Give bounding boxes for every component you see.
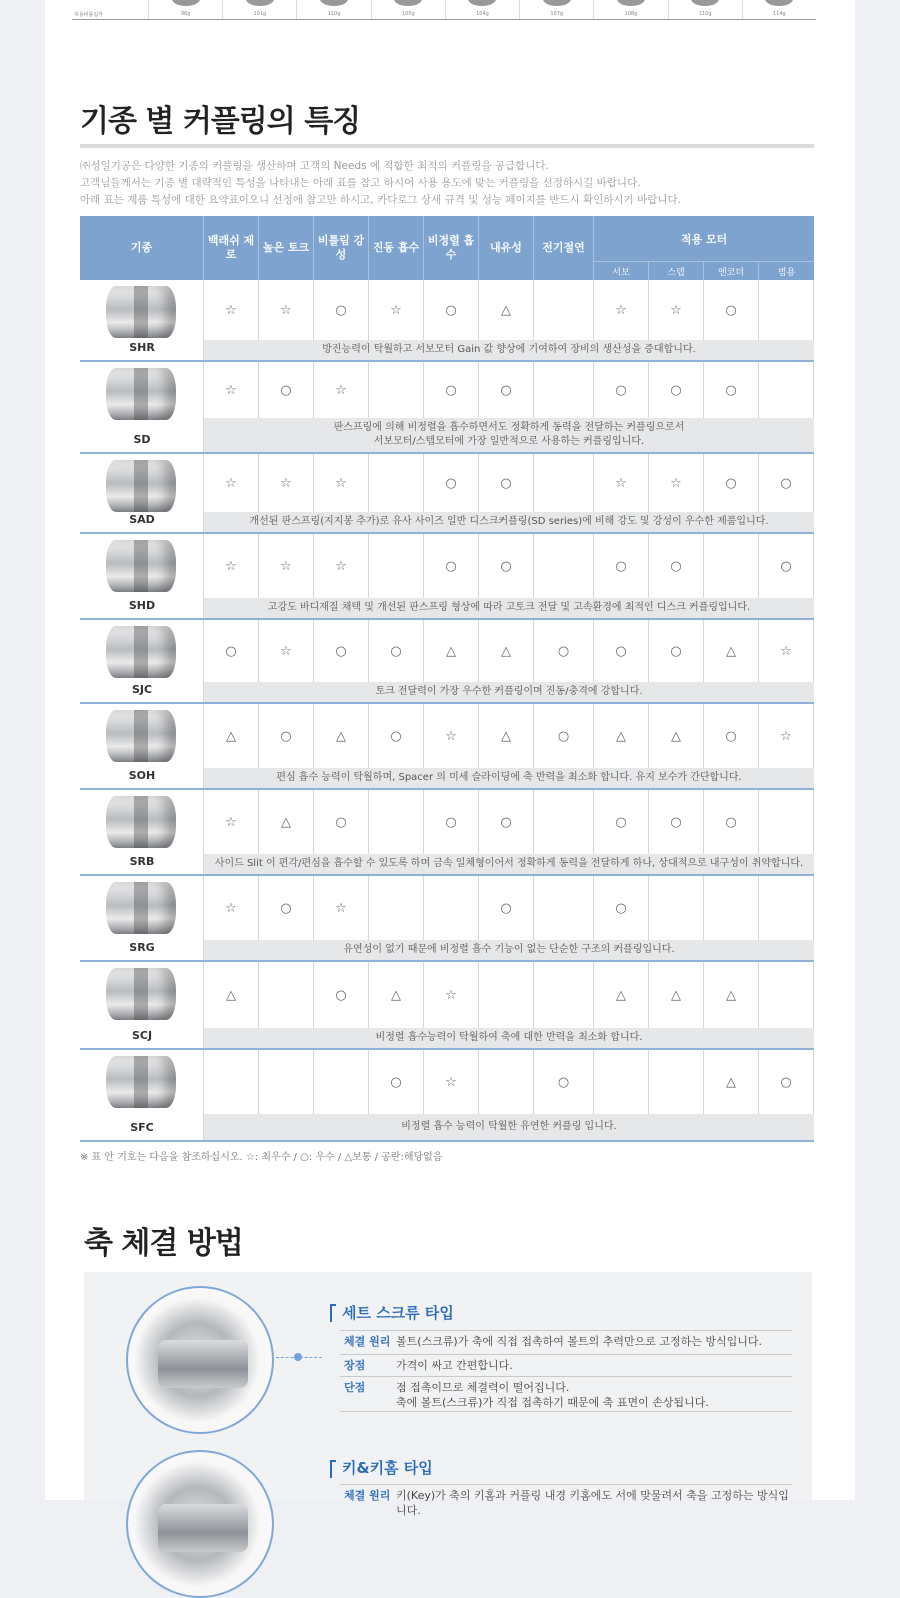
rating-cell: ☆ bbox=[759, 620, 814, 683]
section-title-features: 기종 별 커플링의 특징 bbox=[80, 104, 361, 139]
product-cell bbox=[80, 620, 204, 702]
row-label: 체결 원리 bbox=[344, 1489, 391, 1502]
rating-cell bbox=[534, 362, 594, 419]
product-name: SOH bbox=[128, 769, 156, 782]
header-insulation: 전기절연 bbox=[534, 216, 594, 280]
rating-cell: ☆ bbox=[424, 962, 479, 1029]
rating-cell: ○ bbox=[424, 790, 479, 855]
rating-cell: ☆ bbox=[759, 704, 814, 769]
rating-cell: ☆ bbox=[369, 280, 424, 341]
product-name: SRB bbox=[129, 855, 155, 868]
strip-value: 105g bbox=[371, 0, 445, 19]
rating-cell bbox=[369, 362, 424, 419]
rating-cell: ☆ bbox=[649, 280, 704, 341]
rating-cells bbox=[204, 362, 814, 420]
product-name: SCJ bbox=[131, 1029, 153, 1042]
title-bracket bbox=[330, 1460, 336, 1478]
product-description bbox=[204, 1114, 814, 1140]
product-description bbox=[204, 940, 814, 960]
table-row bbox=[80, 620, 814, 704]
rating-cell: △ bbox=[594, 704, 649, 769]
rating-cell: ○ bbox=[594, 534, 649, 599]
product-name: SD bbox=[133, 433, 151, 446]
rating-cell: △ bbox=[204, 704, 259, 769]
coupling-image bbox=[106, 286, 176, 338]
row-value: 볼트(스크류)가 축에 직접 접촉하여 볼트의 추력만으로 고정하는 방식입니다. bbox=[396, 1335, 762, 1348]
description-line: 개선된 판스프링(지지봉 추가)로 유사 사이즈 일반 디스크커플링(SD series)에 비해 강도 및 강성이 우수한 제품입니다. bbox=[249, 516, 769, 527]
strip-value: 96g bbox=[148, 0, 222, 19]
rating-cell bbox=[534, 454, 594, 513]
rating-cell: ○ bbox=[704, 280, 759, 341]
product-name: SRG bbox=[129, 941, 155, 954]
header-backlash: 백래쉬 제로 bbox=[204, 216, 259, 280]
rating-cell: ☆ bbox=[204, 790, 259, 855]
rating-cell: ☆ bbox=[204, 534, 259, 599]
header-general: 범용 bbox=[777, 267, 796, 278]
product-description bbox=[204, 854, 814, 874]
description-line: 서보모터/스텝모터에 가장 일반적으로 사용하는 커플링입니다. bbox=[373, 436, 645, 447]
rating-cell bbox=[369, 454, 424, 513]
rating-cells bbox=[204, 790, 814, 856]
rating-cell: ☆ bbox=[259, 454, 314, 513]
method-title-key: 키&키홈 타입 bbox=[342, 1459, 433, 1477]
rating-cell: ☆ bbox=[204, 362, 259, 419]
rating-cell: △ bbox=[479, 620, 534, 683]
table-row bbox=[80, 704, 814, 790]
title-divider bbox=[80, 144, 814, 148]
rating-cell: ○ bbox=[534, 704, 594, 769]
rating-cell: ○ bbox=[759, 1050, 814, 1115]
rating-cell: ○ bbox=[479, 876, 534, 941]
product-description bbox=[204, 682, 814, 702]
rating-cell: ○ bbox=[314, 790, 369, 855]
description-line: 비정렬 흡수능력이 탁월하여 축에 대한 반력을 최소화 합니다. bbox=[375, 1032, 643, 1043]
strip-value: 104g bbox=[445, 0, 519, 19]
rating-cell: △ bbox=[704, 1050, 759, 1115]
header-motor-group: 적용 모터 bbox=[594, 216, 814, 262]
product-cell bbox=[80, 962, 204, 1048]
table-row bbox=[80, 790, 814, 876]
rating-cell: △ bbox=[479, 704, 534, 769]
method-title-set-screw: 세트 스크류 타입 bbox=[342, 1304, 454, 1322]
method-row bbox=[340, 1376, 792, 1412]
product-name: SHD bbox=[128, 599, 156, 612]
rating-cell: ○ bbox=[424, 454, 479, 513]
strip-value: 108g bbox=[593, 0, 667, 19]
rating-cells bbox=[204, 534, 814, 600]
rating-cell: ○ bbox=[259, 876, 314, 941]
row-value: 키(Key)가 축의 키홈과 커플링 내경 키홈에도 서에 맞물려서 축을 고정하는 방식입니다. bbox=[396, 1489, 789, 1517]
table-row bbox=[80, 454, 814, 534]
product-name: SAD bbox=[129, 513, 155, 526]
header-misalignment: 비정렬 흡수 bbox=[424, 216, 479, 280]
cons-line: 점 접촉이므로 체결력이 떨어집니다. bbox=[396, 1381, 570, 1394]
rating-cell: ○ bbox=[479, 790, 534, 855]
rating-cell bbox=[649, 876, 704, 941]
rating-cell: ○ bbox=[369, 704, 424, 769]
rating-cell: ○ bbox=[534, 620, 594, 683]
rating-cell: ○ bbox=[479, 454, 534, 513]
coupling-image bbox=[106, 710, 176, 762]
row-label: 장점 bbox=[344, 1359, 366, 1372]
rating-cell bbox=[704, 876, 759, 941]
row-label: 체결 원리 bbox=[344, 1335, 391, 1348]
rating-cell: ☆ bbox=[314, 876, 369, 941]
description-line: 토크 전달력이 가장 우수한 커플링이며 진동/충격에 강합니다. bbox=[375, 686, 643, 697]
header-oil: 내유성 bbox=[479, 216, 534, 280]
rating-cell: ○ bbox=[204, 620, 259, 683]
strip-value: 101g bbox=[222, 0, 296, 19]
rating-cell: ☆ bbox=[314, 534, 369, 599]
product-cell bbox=[80, 1050, 204, 1140]
rating-cell: ○ bbox=[534, 1050, 594, 1115]
rating-cell: △ bbox=[204, 962, 259, 1029]
cons-line: 축에 볼트(스크류)가 직접 접촉하기 때문에 축 표면이 손상됩니다. bbox=[396, 1396, 709, 1409]
rating-cell: ○ bbox=[704, 790, 759, 855]
rating-cell: ○ bbox=[424, 362, 479, 419]
rating-cell bbox=[759, 876, 814, 941]
rating-cell bbox=[649, 1050, 704, 1115]
rating-cell: ○ bbox=[369, 620, 424, 683]
product-name: SFC bbox=[130, 1121, 154, 1134]
rating-cell: △ bbox=[649, 704, 704, 769]
rating-cell bbox=[534, 280, 594, 341]
rating-cell bbox=[204, 1050, 259, 1115]
strip-value: 114g bbox=[742, 0, 816, 19]
intro-text bbox=[80, 158, 814, 209]
coupling-image bbox=[106, 1056, 176, 1108]
product-name: SHR bbox=[129, 341, 155, 354]
rating-cells bbox=[204, 962, 814, 1030]
rating-cell bbox=[759, 280, 814, 341]
rating-cell bbox=[259, 962, 314, 1029]
rating-cell: ☆ bbox=[204, 454, 259, 513]
rating-cells bbox=[204, 704, 814, 770]
description-line: 고강도 바디재질 채택 및 개선된 판스프링 형상에 따라 고토크 전달 및 고속환경에 최적인 디스크 커플링입니다. bbox=[267, 602, 751, 613]
description-line: 유연성이 없기 때문에 비정렬 흡수 기능이 없는 단순한 구조의 커플링입니다. bbox=[343, 944, 675, 955]
rating-cell: ☆ bbox=[594, 454, 649, 513]
rating-cell: ○ bbox=[594, 620, 649, 683]
rating-cell: ○ bbox=[649, 620, 704, 683]
header-encoder: 엔코더 bbox=[704, 262, 759, 280]
rating-cell: ○ bbox=[704, 454, 759, 513]
rating-cell bbox=[759, 362, 814, 419]
rating-cell: ○ bbox=[424, 280, 479, 341]
product-cell bbox=[80, 704, 204, 788]
title-bracket bbox=[330, 1304, 336, 1322]
rating-cell: ☆ bbox=[424, 1050, 479, 1115]
coupling-image bbox=[106, 882, 176, 934]
rating-cell bbox=[704, 534, 759, 599]
rating-cell: ○ bbox=[314, 620, 369, 683]
rating-cell: △ bbox=[314, 704, 369, 769]
legend-note: ※ 표 안 기호는 다음을 참조하십시오. ☆: 최우수 / ○: 우수 / △보통 / 공란:해당없음 bbox=[80, 1152, 443, 1163]
product-description bbox=[204, 512, 814, 532]
section-title-shaft: 축 체결 방법 bbox=[84, 1226, 243, 1261]
rating-cell: △ bbox=[369, 962, 424, 1029]
rating-cells bbox=[204, 876, 814, 942]
coupling-image bbox=[106, 540, 176, 592]
rating-cell: ○ bbox=[704, 362, 759, 419]
rating-cell: ☆ bbox=[314, 362, 369, 419]
header-step: 스텝 bbox=[649, 262, 704, 280]
intro-line: 고객님들께서는 기종 별 대략적인 특성을 나타내는 아래 표를 참고 하시어 사용 용도에 맞는 커플링을 선정하시길 바랍니다. bbox=[80, 177, 641, 189]
rating-cell: ☆ bbox=[204, 876, 259, 941]
set-screw-image bbox=[126, 1286, 274, 1434]
product-description bbox=[204, 768, 814, 788]
rating-cells bbox=[204, 280, 814, 342]
rating-cell: ○ bbox=[479, 534, 534, 599]
description-line: 판스프링에 의해 비정렬을 흡수하면서도 정확하게 동력을 전달하는 커플링으로서 bbox=[333, 422, 685, 433]
header-model: 기종 bbox=[80, 216, 204, 280]
rating-cell bbox=[534, 534, 594, 599]
method-row bbox=[340, 1484, 792, 1517]
rating-cell bbox=[534, 962, 594, 1029]
rating-cell: ☆ bbox=[314, 454, 369, 513]
rating-cell bbox=[259, 1050, 314, 1115]
rating-cell: ○ bbox=[649, 362, 704, 419]
description-line: 비정렬 흡수 능력이 탁월한 유연한 커플링 입니다. bbox=[401, 1121, 617, 1132]
rating-cell: ☆ bbox=[259, 280, 314, 341]
product-name: SJC bbox=[131, 683, 153, 696]
row-value: 가격이 싸고 간편합니다. bbox=[396, 1359, 513, 1372]
header-stiffness: 비틀림 강성 bbox=[314, 216, 369, 280]
rating-cell: ○ bbox=[594, 876, 649, 941]
table-header bbox=[80, 216, 814, 280]
table-row bbox=[80, 362, 814, 454]
coupling-image bbox=[106, 460, 176, 512]
table-row bbox=[80, 280, 814, 362]
rating-cell: ○ bbox=[759, 534, 814, 599]
rating-cell: △ bbox=[704, 962, 759, 1029]
coupling-image bbox=[106, 796, 176, 848]
rating-cell: ○ bbox=[594, 362, 649, 419]
rating-cells bbox=[204, 454, 814, 514]
rating-cell: ○ bbox=[259, 362, 314, 419]
rating-cell: ○ bbox=[649, 534, 704, 599]
product-description bbox=[204, 340, 814, 360]
rating-cell: ○ bbox=[594, 790, 649, 855]
connector-dot bbox=[294, 1353, 302, 1361]
coupling-image bbox=[106, 626, 176, 678]
product-cell bbox=[80, 534, 204, 618]
rating-cell: △ bbox=[424, 620, 479, 683]
rating-cell: ☆ bbox=[424, 704, 479, 769]
rating-cell: ☆ bbox=[649, 454, 704, 513]
rating-cell: ○ bbox=[259, 704, 314, 769]
method-row bbox=[340, 1354, 792, 1376]
rating-cell: ○ bbox=[704, 704, 759, 769]
feature-table bbox=[80, 216, 814, 1142]
intro-line: 아래 표는 제품 특성에 대한 요약표이오니 선정에 참고만 하시고, 카다로그 상세 규격 및 성능 페이지를 반드시 확인하시기 바랍니다. bbox=[80, 194, 681, 206]
header-torque: 높은 토크 bbox=[259, 216, 314, 280]
rating-cell: △ bbox=[704, 620, 759, 683]
rating-cell bbox=[369, 876, 424, 941]
description-line: 방진능력이 탁월하고 서보모터 Gain 값 향상에 기여하여 장비의 생산성을 증대합니다. bbox=[322, 344, 696, 355]
product-cell bbox=[80, 362, 204, 452]
rating-cell: ○ bbox=[314, 962, 369, 1029]
description-line: 편심 흡수 능력이 탁월하며, Spacer 의 미세 슬라이딩에 축 반력을 최소화 합니다. 유지 보수가 간단합니다. bbox=[276, 772, 742, 783]
rating-cell bbox=[759, 790, 814, 855]
rating-cell bbox=[534, 876, 594, 941]
rating-cell: ○ bbox=[314, 280, 369, 341]
rating-cell: ☆ bbox=[594, 280, 649, 341]
rating-cell bbox=[534, 790, 594, 855]
rating-cell: ○ bbox=[424, 534, 479, 599]
rating-cell bbox=[759, 962, 814, 1029]
rating-cell: ☆ bbox=[259, 620, 314, 683]
product-cell bbox=[80, 280, 204, 360]
rating-cell: ○ bbox=[759, 454, 814, 513]
coupling-image bbox=[106, 368, 176, 420]
product-cell bbox=[80, 876, 204, 960]
product-description bbox=[204, 1028, 814, 1048]
row-label: 단점 bbox=[344, 1381, 366, 1394]
rating-cell: △ bbox=[259, 790, 314, 855]
method-row bbox=[340, 1330, 792, 1354]
table-row bbox=[80, 1050, 814, 1142]
strip-label: 허용비틀림각 bbox=[74, 12, 103, 18]
key-type-image bbox=[126, 1450, 274, 1598]
description-line: 사이드 Slit 이 편각/편심을 흡수할 수 있도록 하며 금속 일체형이어서 정확하게 동력을 전달하게 하나, 상대적으로 내구성이 취약합니다. bbox=[214, 858, 804, 869]
intro-line: ㈜성일기공은 다양한 기종의 커플링을 생산하며 고객의 Needs 에 적합한 최적의 커플링을 공급합니다. bbox=[80, 160, 549, 172]
row-value bbox=[396, 1380, 792, 1410]
rating-cell bbox=[314, 1050, 369, 1115]
rating-cell bbox=[479, 962, 534, 1029]
rating-cell: ○ bbox=[479, 362, 534, 419]
table-row bbox=[80, 876, 814, 962]
rating-cell: ○ bbox=[649, 790, 704, 855]
rating-cell: ○ bbox=[369, 1050, 424, 1115]
product-description bbox=[204, 418, 814, 452]
header-vibration: 진동 흡수 bbox=[369, 216, 424, 280]
rating-cell: △ bbox=[649, 962, 704, 1029]
rating-cell bbox=[369, 534, 424, 599]
strip-value: 107g bbox=[519, 0, 593, 19]
rating-cell bbox=[594, 1050, 649, 1115]
rating-cell bbox=[369, 790, 424, 855]
product-cell bbox=[80, 454, 204, 532]
rating-cells bbox=[204, 1050, 814, 1116]
previous-table-strip bbox=[72, 0, 816, 20]
table-row bbox=[80, 534, 814, 620]
product-cell bbox=[80, 790, 204, 874]
strip-value: 110g bbox=[668, 0, 742, 19]
coupling-image bbox=[106, 968, 176, 1020]
rating-cells bbox=[204, 620, 814, 684]
rating-cell: △ bbox=[594, 962, 649, 1029]
product-description bbox=[204, 598, 814, 618]
table-row bbox=[80, 962, 814, 1050]
rating-cell: △ bbox=[479, 280, 534, 341]
strip-value: 110g bbox=[296, 0, 370, 19]
table-body bbox=[80, 280, 814, 1142]
rating-cell bbox=[479, 1050, 534, 1115]
rating-cell: ☆ bbox=[259, 534, 314, 599]
header-servo: 서보 bbox=[594, 262, 649, 280]
rating-cell: ☆ bbox=[204, 280, 259, 341]
rating-cell bbox=[424, 876, 479, 941]
